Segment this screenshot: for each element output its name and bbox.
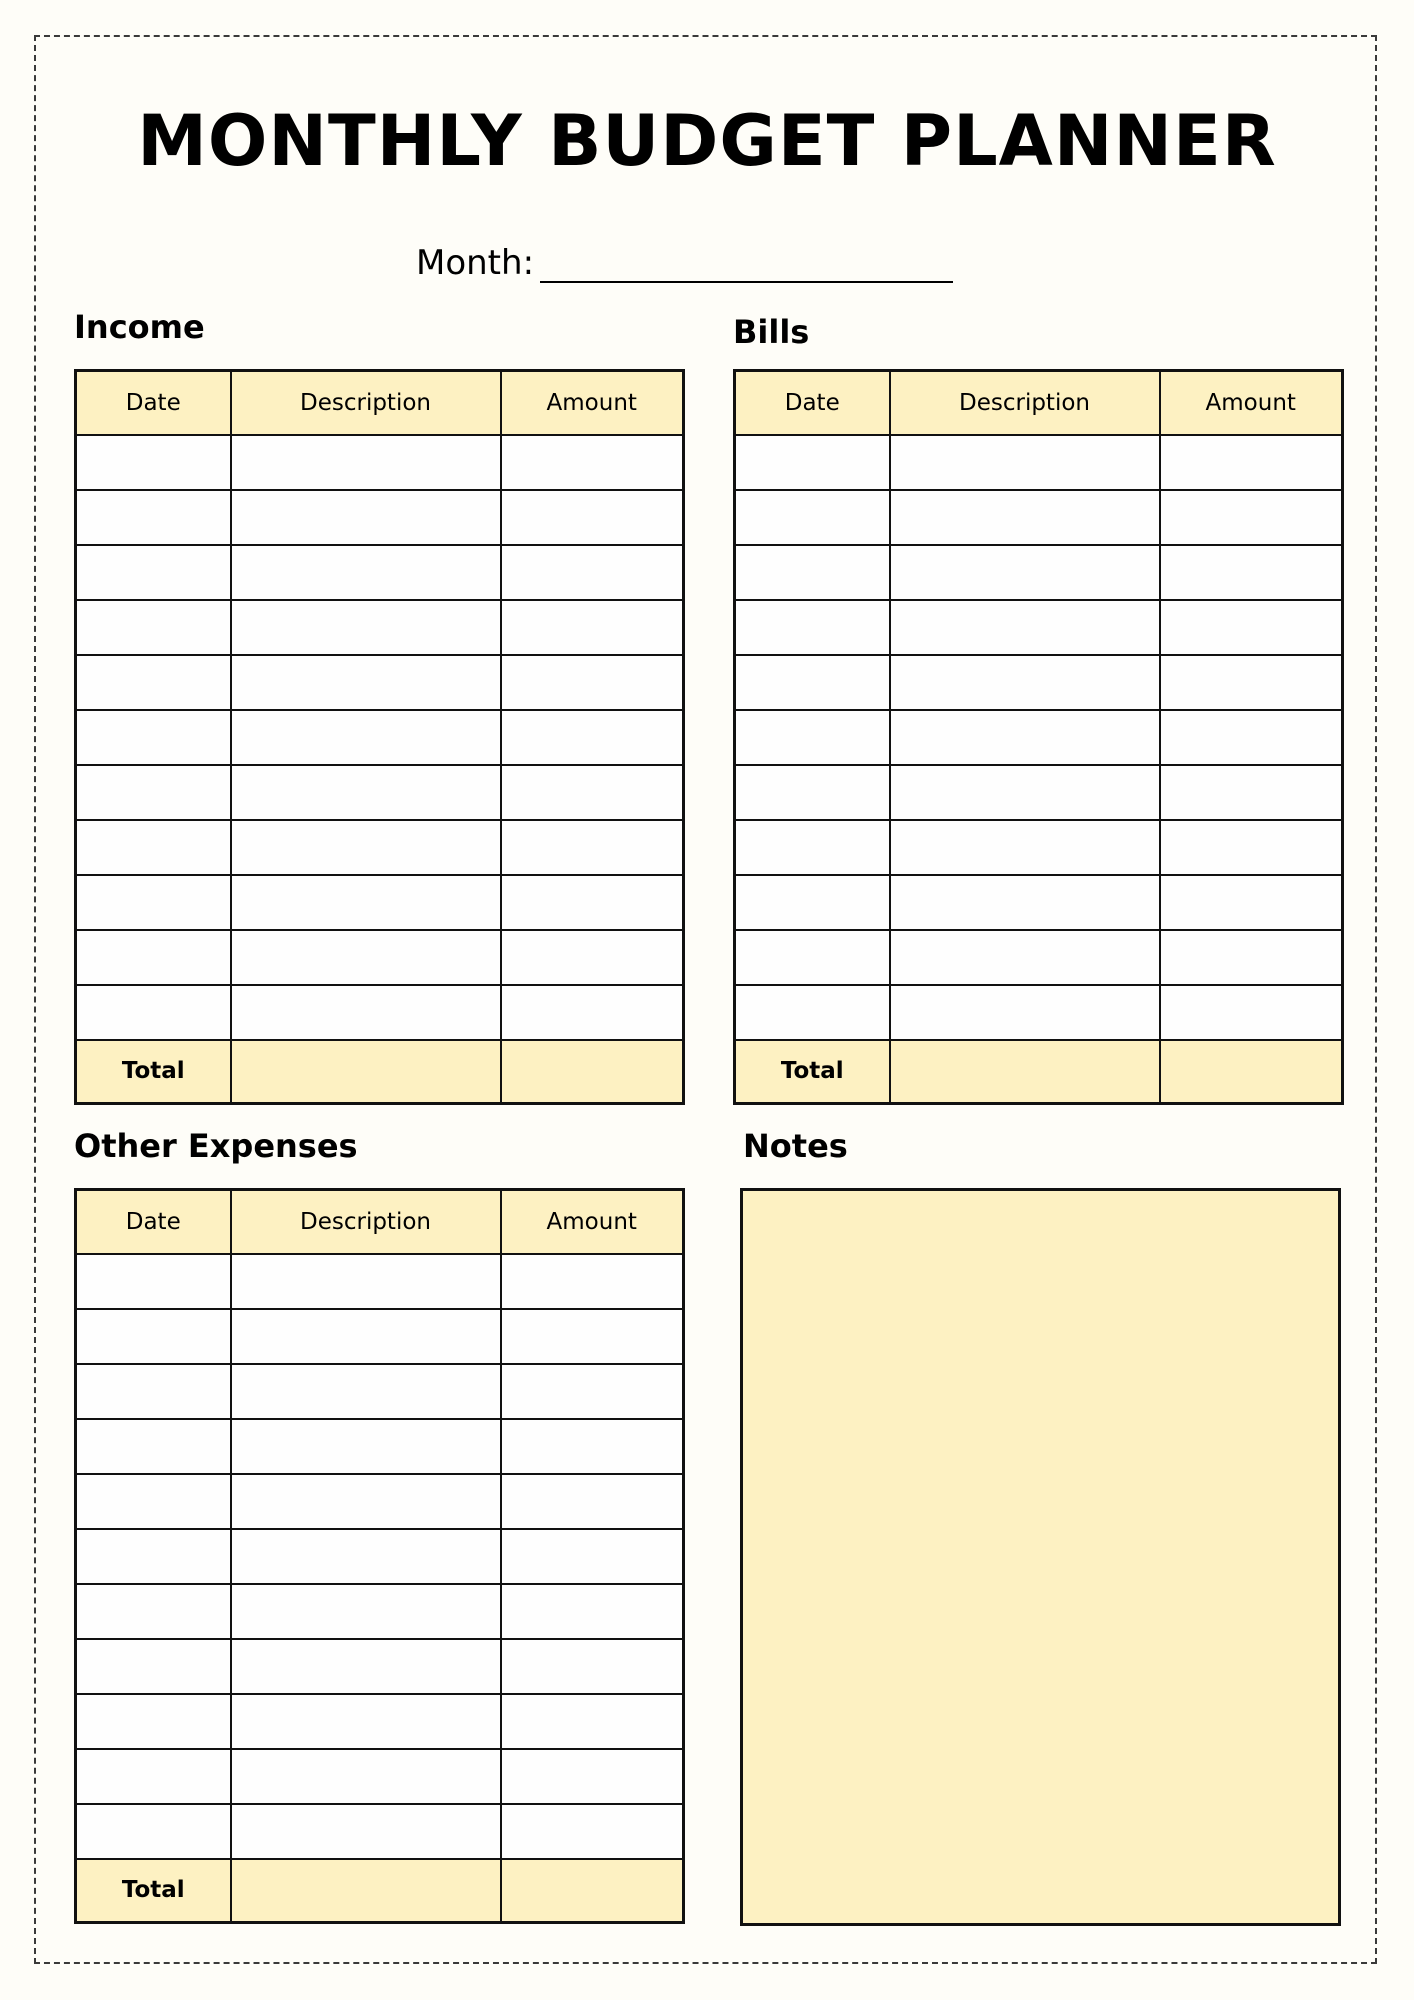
table-row [735,490,1343,545]
date-cell[interactable] [76,545,231,600]
date-cell[interactable] [76,1639,231,1694]
amount-cell[interactable] [1160,600,1343,655]
table-row [76,1749,684,1804]
description-cell[interactable] [890,985,1160,1040]
date-cell[interactable] [735,655,890,710]
amount-cell[interactable] [1160,435,1343,490]
description-cell[interactable] [231,1749,501,1804]
amount-cell[interactable] [501,985,684,1040]
description-cell[interactable] [890,655,1160,710]
total-description-cell[interactable] [231,1859,501,1923]
amount-cell[interactable] [501,1474,684,1529]
table-row [735,600,1343,655]
table-row [735,875,1343,930]
description-cell[interactable] [231,820,501,875]
description-column-header: Description [231,1190,501,1254]
amount-cell[interactable] [501,875,684,930]
table-row [76,710,684,765]
amount-cell[interactable] [1160,710,1343,765]
amount-cell[interactable] [1160,985,1343,1040]
date-cell[interactable] [735,985,890,1040]
date-column-header: Date [76,1190,231,1254]
table-row [76,1804,684,1859]
total-amount-cell[interactable] [1160,1040,1343,1104]
date-cell[interactable] [735,820,890,875]
bills-section-title: Bills [733,313,810,351]
amount-cell[interactable] [501,1639,684,1694]
date-cell[interactable] [76,930,231,985]
amount-cell[interactable] [1160,490,1343,545]
description-cell[interactable] [890,930,1160,985]
bills-total-row [735,1040,1343,1104]
amount-cell[interactable] [501,1694,684,1749]
date-cell[interactable] [735,490,890,545]
other-expenses-table [74,1188,685,1924]
description-cell[interactable] [890,490,1160,545]
description-cell[interactable] [890,545,1160,600]
description-cell[interactable] [231,600,501,655]
table-row [76,545,684,600]
total-amount-cell[interactable] [501,1859,684,1923]
description-cell[interactable] [231,490,501,545]
amount-cell[interactable] [501,710,684,765]
amount-cell[interactable] [501,1254,684,1309]
table-row [76,1529,684,1584]
amount-column-header: Amount [501,371,684,435]
income-table [74,369,685,1105]
table-row [76,820,684,875]
description-cell[interactable] [231,985,501,1040]
date-column-header: Date [76,371,231,435]
table-row [76,875,684,930]
description-cell[interactable] [231,1254,501,1309]
description-cell[interactable] [231,1474,501,1529]
amount-cell[interactable] [501,655,684,710]
description-cell[interactable] [231,1804,501,1859]
table-row [76,600,684,655]
amount-cell[interactable] [1160,765,1343,820]
table-row [76,1364,684,1419]
description-column-header: Description [890,371,1160,435]
month-label: Month: [416,243,535,283]
description-cell[interactable] [231,930,501,985]
description-cell[interactable] [231,1529,501,1584]
page-title: MONTHLY BUDGET PLANNER [137,100,1277,182]
description-cell[interactable] [231,1639,501,1694]
other-expenses-entry-rows [76,1254,684,1859]
table-row [735,435,1343,490]
table-row [76,1474,684,1529]
date-cell[interactable] [76,710,231,765]
date-cell[interactable] [76,1584,231,1639]
description-column-header: Description [231,371,501,435]
description-cell[interactable] [231,1584,501,1639]
date-cell[interactable] [735,600,890,655]
table-row [76,1639,684,1694]
amount-cell[interactable] [501,1584,684,1639]
date-cell[interactable] [76,1529,231,1584]
table-row [76,1419,684,1474]
amount-cell[interactable] [501,765,684,820]
date-cell[interactable] [76,985,231,1040]
table-row [76,1694,684,1749]
table-row [76,930,684,985]
amount-cell[interactable] [501,820,684,875]
total-label: Total [735,1040,890,1104]
date-cell[interactable] [76,435,231,490]
notes-section-title: Notes [743,1127,848,1165]
date-cell[interactable] [735,930,890,985]
table-row [735,985,1343,1040]
description-cell[interactable] [231,545,501,600]
date-cell[interactable] [76,1804,231,1859]
table-row [76,435,684,490]
notes-area[interactable] [740,1188,1341,1926]
date-cell[interactable] [735,435,890,490]
description-cell[interactable] [231,1364,501,1419]
description-cell[interactable] [890,820,1160,875]
table-row [76,1254,684,1309]
table-row [76,1584,684,1639]
table-row [76,765,684,820]
month-field [416,243,953,283]
date-cell[interactable] [76,1419,231,1474]
date-cell[interactable] [76,1254,231,1309]
description-cell[interactable] [890,435,1160,490]
date-cell[interactable] [76,1364,231,1419]
description-cell[interactable] [231,1309,501,1364]
amount-cell[interactable] [501,545,684,600]
date-cell[interactable] [735,545,890,600]
description-cell[interactable] [231,875,501,930]
description-cell[interactable] [231,765,501,820]
description-cell[interactable] [231,1694,501,1749]
amount-cell[interactable] [501,1419,684,1474]
total-description-cell[interactable] [231,1040,501,1104]
amount-cell[interactable] [501,1804,684,1859]
description-cell[interactable] [890,875,1160,930]
date-cell[interactable] [76,765,231,820]
table-row [735,655,1343,710]
amount-cell[interactable] [1160,875,1343,930]
table-row [76,490,684,545]
table-row [76,985,684,1040]
amount-cell[interactable] [501,930,684,985]
table-row [735,820,1343,875]
description-cell[interactable] [890,710,1160,765]
income-section-title: Income [74,308,205,346]
amount-cell[interactable] [501,600,684,655]
date-cell[interactable] [76,490,231,545]
date-cell[interactable] [76,875,231,930]
amount-cell[interactable] [1160,545,1343,600]
date-column-header: Date [735,371,890,435]
table-row [735,930,1343,985]
date-cell[interactable] [76,1309,231,1364]
amount-cell[interactable] [1160,820,1343,875]
amount-column-header: Amount [501,1190,684,1254]
table-row [735,545,1343,600]
amount-cell[interactable] [501,1749,684,1804]
date-cell[interactable] [76,1694,231,1749]
description-cell[interactable] [890,765,1160,820]
amount-column-header: Amount [1160,371,1343,435]
amount-cell[interactable] [1160,655,1343,710]
bills-entry-rows [735,435,1343,1040]
date-cell[interactable] [735,765,890,820]
table-row [735,765,1343,820]
date-cell[interactable] [735,710,890,765]
date-cell[interactable] [76,820,231,875]
date-cell[interactable] [76,600,231,655]
bills-table [733,369,1344,1105]
date-cell[interactable] [735,875,890,930]
amount-cell[interactable] [501,1364,684,1419]
description-cell[interactable] [231,710,501,765]
table-row [76,1309,684,1364]
description-cell[interactable] [231,655,501,710]
table-row [76,655,684,710]
amount-cell[interactable] [501,490,684,545]
amount-cell[interactable] [501,435,684,490]
description-cell[interactable] [890,600,1160,655]
total-label: Total [76,1859,231,1923]
total-amount-cell[interactable] [501,1040,684,1104]
other-expenses-section-title: Other Expenses [74,1127,358,1165]
month-input-line[interactable] [540,247,953,283]
date-cell[interactable] [76,1474,231,1529]
description-cell[interactable] [231,435,501,490]
other-expenses-total-row [76,1859,684,1923]
bills-header-row [735,371,1343,435]
total-description-cell[interactable] [890,1040,1160,1104]
table-row [735,710,1343,765]
amount-cell[interactable] [501,1529,684,1584]
income-total-row [76,1040,684,1104]
amount-cell[interactable] [1160,930,1343,985]
income-entry-rows [76,435,684,1040]
date-cell[interactable] [76,655,231,710]
total-label: Total [76,1040,231,1104]
amount-cell[interactable] [501,1309,684,1364]
description-cell[interactable] [231,1419,501,1474]
date-cell[interactable] [76,1749,231,1804]
other-expenses-header-row [76,1190,684,1254]
income-header-row [76,371,684,435]
